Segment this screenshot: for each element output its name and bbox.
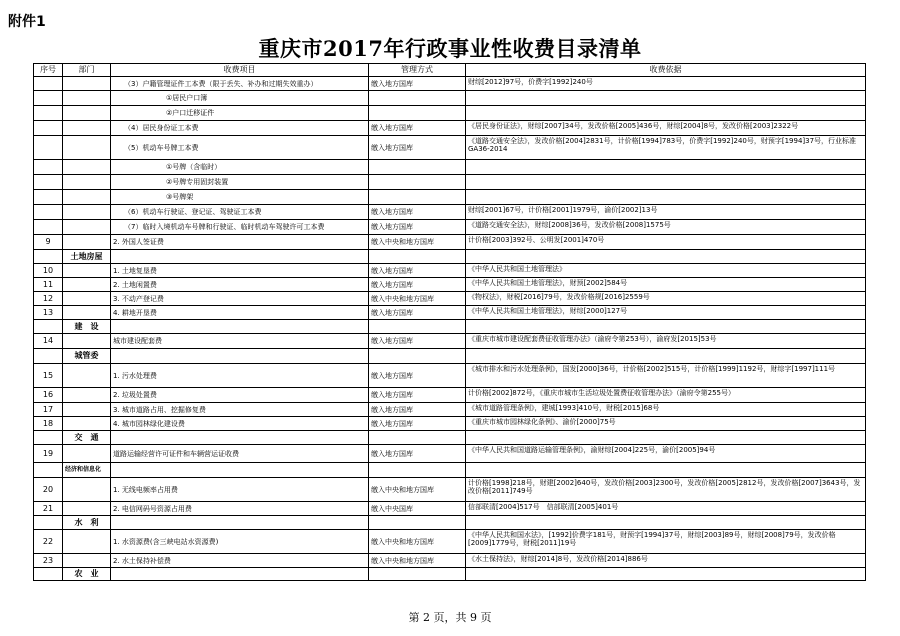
- row-method: 缴入中央和地方国库: [369, 478, 466, 502]
- row-method: [369, 175, 466, 190]
- row-dept: [63, 278, 111, 292]
- row-item: 3. 不动产登记费: [111, 292, 369, 306]
- row-basis: 《中华人民共和国土地管理法》，财预[2002]584号: [466, 278, 866, 292]
- table-row: [34, 502, 866, 516]
- row-seq: 21: [34, 502, 63, 516]
- row-seq: [34, 516, 63, 530]
- header-item: 收费项目: [111, 64, 369, 77]
- row-method: 缴入中央和地方国库: [369, 530, 466, 554]
- row-dept: [63, 190, 111, 205]
- row-item: [111, 431, 369, 445]
- row-dept: [63, 136, 111, 160]
- row-item: （7）临时入境机动车号牌和行驶证、临时机动车驾驶许可工本费: [111, 220, 369, 235]
- fee-catalog-table: [33, 63, 866, 581]
- row-seq: [34, 349, 63, 364]
- row-seq: [34, 190, 63, 205]
- table-row: [34, 554, 866, 568]
- header-seq: 序号: [34, 64, 63, 77]
- table-row: [34, 306, 866, 320]
- row-basis: [466, 250, 866, 264]
- row-basis: [466, 91, 866, 106]
- table-body: [34, 77, 866, 581]
- row-method: [369, 106, 466, 121]
- row-method: 缴入中央和地方国库: [369, 554, 466, 568]
- table-row: [34, 220, 866, 235]
- row-method: 缴入地方国库: [369, 205, 466, 220]
- row-basis: 《重庆市城市建设配套费征收管理办法》（渝府令第253号），渝府发[2015]53号: [466, 334, 866, 349]
- row-dept: [63, 91, 111, 106]
- row-seq: [34, 320, 63, 334]
- row-seq: [34, 463, 63, 478]
- row-item: （5）机动车号牌工本费: [111, 136, 369, 160]
- row-dept: [63, 364, 111, 388]
- row-item: 道路运输经营许可证件和车辆营运证收费: [111, 445, 369, 463]
- row-seq: [34, 431, 63, 445]
- row-dept: [63, 264, 111, 278]
- row-dept: 土地房屋: [63, 250, 111, 264]
- table-row: [34, 320, 866, 334]
- row-basis: 《居民身份证法》，财综[2007]34号，发改价格[2005]436号，财综[2004]8号，发改价格[2003]2322号: [466, 121, 866, 136]
- table-row: [34, 349, 866, 364]
- row-seq: [34, 106, 63, 121]
- row-basis: 《水土保持法》，财综[2014]8号，发改价格[2014]886号: [466, 554, 866, 568]
- row-dept: [63, 403, 111, 417]
- row-seq: 23: [34, 554, 63, 568]
- row-basis: 《中华人民共和国土地管理法》，财综[2000]127号: [466, 306, 866, 320]
- row-method: [369, 568, 466, 581]
- header-basis: 收费依据: [466, 64, 866, 77]
- row-method: [369, 190, 466, 205]
- row-seq: [34, 136, 63, 160]
- row-seq: [34, 121, 63, 136]
- row-method: 缴入地方国库: [369, 278, 466, 292]
- table-row: [34, 445, 866, 463]
- row-item: 2. 水土保持补偿费: [111, 554, 369, 568]
- table-row: [34, 334, 866, 349]
- row-seq: 20: [34, 478, 63, 502]
- row-dept: [63, 502, 111, 516]
- table-row: [34, 292, 866, 306]
- row-method: [369, 463, 466, 478]
- row-dept: 经济和信息化: [63, 463, 111, 478]
- row-basis: 财综[2001]67号，计价格[2001]1979号，渝价[2002]13号: [466, 205, 866, 220]
- row-seq: [34, 205, 63, 220]
- row-item: ①号牌（含临时）: [111, 160, 369, 175]
- row-method: 缴入地方国库: [369, 77, 466, 91]
- header-method: 管理方式: [369, 64, 466, 77]
- row-dept: [63, 388, 111, 403]
- row-seq: [34, 568, 63, 581]
- row-seq: 19: [34, 445, 63, 463]
- row-dept: [63, 175, 111, 190]
- row-method: 缴入中央和地方国库: [369, 292, 466, 306]
- row-basis: [466, 106, 866, 121]
- row-basis: 《重庆市城市园林绿化条例》、渝价[2000]75号: [466, 417, 866, 431]
- row-basis: 《道路交通安全法》，发改价格[2004]2831号，计价格[1994]783号，价费字[1992]240号，财预字[1994]37号，行业标准GA36-2014: [466, 136, 866, 160]
- row-item: （4）居民身份证工本费: [111, 121, 369, 136]
- row-basis: [466, 190, 866, 205]
- row-basis: [466, 160, 866, 175]
- table-row: [34, 205, 866, 220]
- row-method: 缴入地方国库: [369, 220, 466, 235]
- row-item: 2. 外国人签证费: [111, 235, 369, 250]
- row-item: 1. 水资源费(含三峡电站水资源费): [111, 530, 369, 554]
- row-item: ②号牌专用固封装置: [111, 175, 369, 190]
- row-seq: [34, 160, 63, 175]
- row-basis: [466, 349, 866, 364]
- page-footer: 第 2 页，共 9 页: [408, 611, 492, 624]
- row-method: 缴入地方国库: [369, 364, 466, 388]
- row-seq: 15: [34, 364, 63, 388]
- document-title: 重庆市2017年行政事业性收费目录清单: [258, 36, 642, 61]
- row-method: 缴入地方国库: [369, 334, 466, 349]
- table-row: [34, 431, 866, 445]
- row-basis: [466, 516, 866, 530]
- row-item: 4. 城市园林绿化建设费: [111, 417, 369, 431]
- row-dept: [63, 306, 111, 320]
- table-row: [34, 516, 866, 530]
- row-dept: [63, 235, 111, 250]
- row-seq: 11: [34, 278, 63, 292]
- row-seq: 13: [34, 306, 63, 320]
- row-basis: 《物权法》，财税[2016]79号，发改价格规[2016]2559号: [466, 292, 866, 306]
- row-item: 2. 电信网码号资源占用费: [111, 502, 369, 516]
- table-row: [34, 478, 866, 502]
- row-basis: 《中华人民共和国土地管理法》: [466, 264, 866, 278]
- row-method: 缴入地方国库: [369, 121, 466, 136]
- row-item: [111, 463, 369, 478]
- table-row: [34, 530, 866, 554]
- row-method: 缴入地方国库: [369, 306, 466, 320]
- table-row: [34, 568, 866, 581]
- row-basis: [466, 568, 866, 581]
- row-dept: [63, 334, 111, 349]
- row-basis: [466, 320, 866, 334]
- row-item: ①居民户口簿: [111, 91, 369, 106]
- row-dept: [63, 77, 111, 91]
- row-item: 2. 土地闲置费: [111, 278, 369, 292]
- row-item: 4. 耕地开垦费: [111, 306, 369, 320]
- row-basis: 《道路交通安全法》，财综[2008]36号，发改价格[2008]1575号: [466, 220, 866, 235]
- table-row: [34, 91, 866, 106]
- row-item: [111, 250, 369, 264]
- row-method: 缴入地方国库: [369, 264, 466, 278]
- row-seq: [34, 77, 63, 91]
- row-method: 缴入地方国库: [369, 417, 466, 431]
- table-row: [34, 106, 866, 121]
- row-method: 缴入地方国库: [369, 136, 466, 160]
- row-item: ③号牌架: [111, 190, 369, 205]
- row-seq: [34, 175, 63, 190]
- row-seq: [34, 250, 63, 264]
- row-dept: [63, 205, 111, 220]
- annex-label: 附件1: [8, 14, 46, 30]
- table-header-row: [34, 64, 866, 77]
- row-method: 缴入地方国库: [369, 445, 466, 463]
- table-row: [34, 417, 866, 431]
- row-item: 城市建设配套费: [111, 334, 369, 349]
- row-basis: 《中华人民共和国水法》，[1992]价费字181号，财预字[1994]37号，财综[2003]89号，财综[2008]79号，发改价格[2009]1779号，财税[2011]19号: [466, 530, 866, 554]
- row-item: [111, 320, 369, 334]
- row-seq: 14: [34, 334, 63, 349]
- row-dept: [63, 160, 111, 175]
- row-method: [369, 349, 466, 364]
- row-basis: [466, 431, 866, 445]
- table-row: [34, 278, 866, 292]
- row-method: 缴入地方国库: [369, 388, 466, 403]
- row-method: 缴入地方国库: [369, 403, 466, 417]
- row-seq: 22: [34, 530, 63, 554]
- row-basis: 计价格[2002]872号，《重庆市城市生活垃圾处置费征收管理办法》（渝府令第255号）: [466, 388, 866, 403]
- row-item: 1. 污水处理费: [111, 364, 369, 388]
- table-row: [34, 160, 866, 175]
- row-basis: 《城市排水和污水处理条例》，国发[2000]36号，计价格[2002]515号，计价格[1999]1192号，财综字[1997]111号: [466, 364, 866, 388]
- row-method: [369, 431, 466, 445]
- table-row: [34, 388, 866, 403]
- row-dept: 城管委: [63, 349, 111, 364]
- row-basis: 计价格[1998]218号，财建[2002]640号，发改价格[2003]2300号，发改价格[2005]2812号，发改价格[2007]3643号，发改价格[2011]749号: [466, 478, 866, 502]
- row-dept: [63, 554, 111, 568]
- row-dept: [63, 121, 111, 136]
- table-row: [34, 121, 866, 136]
- row-item: [111, 568, 369, 581]
- row-basis: [466, 463, 866, 478]
- row-seq: 12: [34, 292, 63, 306]
- row-item: 1. 无线电频率占用费: [111, 478, 369, 502]
- table-row: [34, 136, 866, 160]
- row-item: ②户口迁移证件: [111, 106, 369, 121]
- row-dept: 水 利: [63, 516, 111, 530]
- row-method: 缴入中央和地方国库: [369, 235, 466, 250]
- row-dept: [63, 106, 111, 121]
- row-item: 3. 城市道路占用、挖掘修复费: [111, 403, 369, 417]
- row-seq: 16: [34, 388, 63, 403]
- row-dept: [63, 417, 111, 431]
- row-seq: 10: [34, 264, 63, 278]
- row-seq: 18: [34, 417, 63, 431]
- row-item: [111, 349, 369, 364]
- row-item: （3）户籍管理证件工本费（限于丢失、补办和过期失效重办）: [111, 77, 369, 91]
- table-row: [34, 175, 866, 190]
- row-basis: [466, 175, 866, 190]
- table-row: [34, 77, 866, 91]
- row-dept: 交 通: [63, 431, 111, 445]
- table-row: [34, 250, 866, 264]
- row-method: [369, 516, 466, 530]
- table-row: [34, 463, 866, 478]
- row-item: （6）机动车行驶证、登记证、驾驶证工本费: [111, 205, 369, 220]
- row-dept: 建 设: [63, 320, 111, 334]
- header-dept: 部门: [63, 64, 111, 77]
- row-method: [369, 320, 466, 334]
- row-dept: [63, 220, 111, 235]
- row-method: [369, 250, 466, 264]
- row-seq: [34, 220, 63, 235]
- table-row: [34, 364, 866, 388]
- row-basis: 《中华人民共和国道路运输管理条例》，渝财综[2004]225号，渝价[2005]94号: [466, 445, 866, 463]
- row-basis: 信部联清[2004]517号 信部联清[2005]401号: [466, 502, 866, 516]
- table-row: [34, 235, 866, 250]
- row-method: [369, 160, 466, 175]
- row-basis: 《城市道路管理条例》，建城[1993]410号，财税[2015]68号: [466, 403, 866, 417]
- row-seq: 17: [34, 403, 63, 417]
- row-basis: 计价格[2003]392号、公明发[2001]470号: [466, 235, 866, 250]
- row-seq: [34, 91, 63, 106]
- row-dept: [63, 530, 111, 554]
- table-row: [34, 190, 866, 205]
- row-dept: [63, 292, 111, 306]
- table-row: [34, 403, 866, 417]
- row-item: 1. 土地复垦费: [111, 264, 369, 278]
- row-item: [111, 516, 369, 530]
- row-dept: [63, 445, 111, 463]
- row-basis: 财综[2012]97号，价费字[1992]240号: [466, 77, 866, 91]
- table-row: [34, 264, 866, 278]
- row-seq: 9: [34, 235, 63, 250]
- row-dept: 农 业: [63, 568, 111, 581]
- row-method: [369, 91, 466, 106]
- row-dept: [63, 478, 111, 502]
- row-method: 缴入中央国库: [369, 502, 466, 516]
- row-item: 2. 垃圾处置费: [111, 388, 369, 403]
